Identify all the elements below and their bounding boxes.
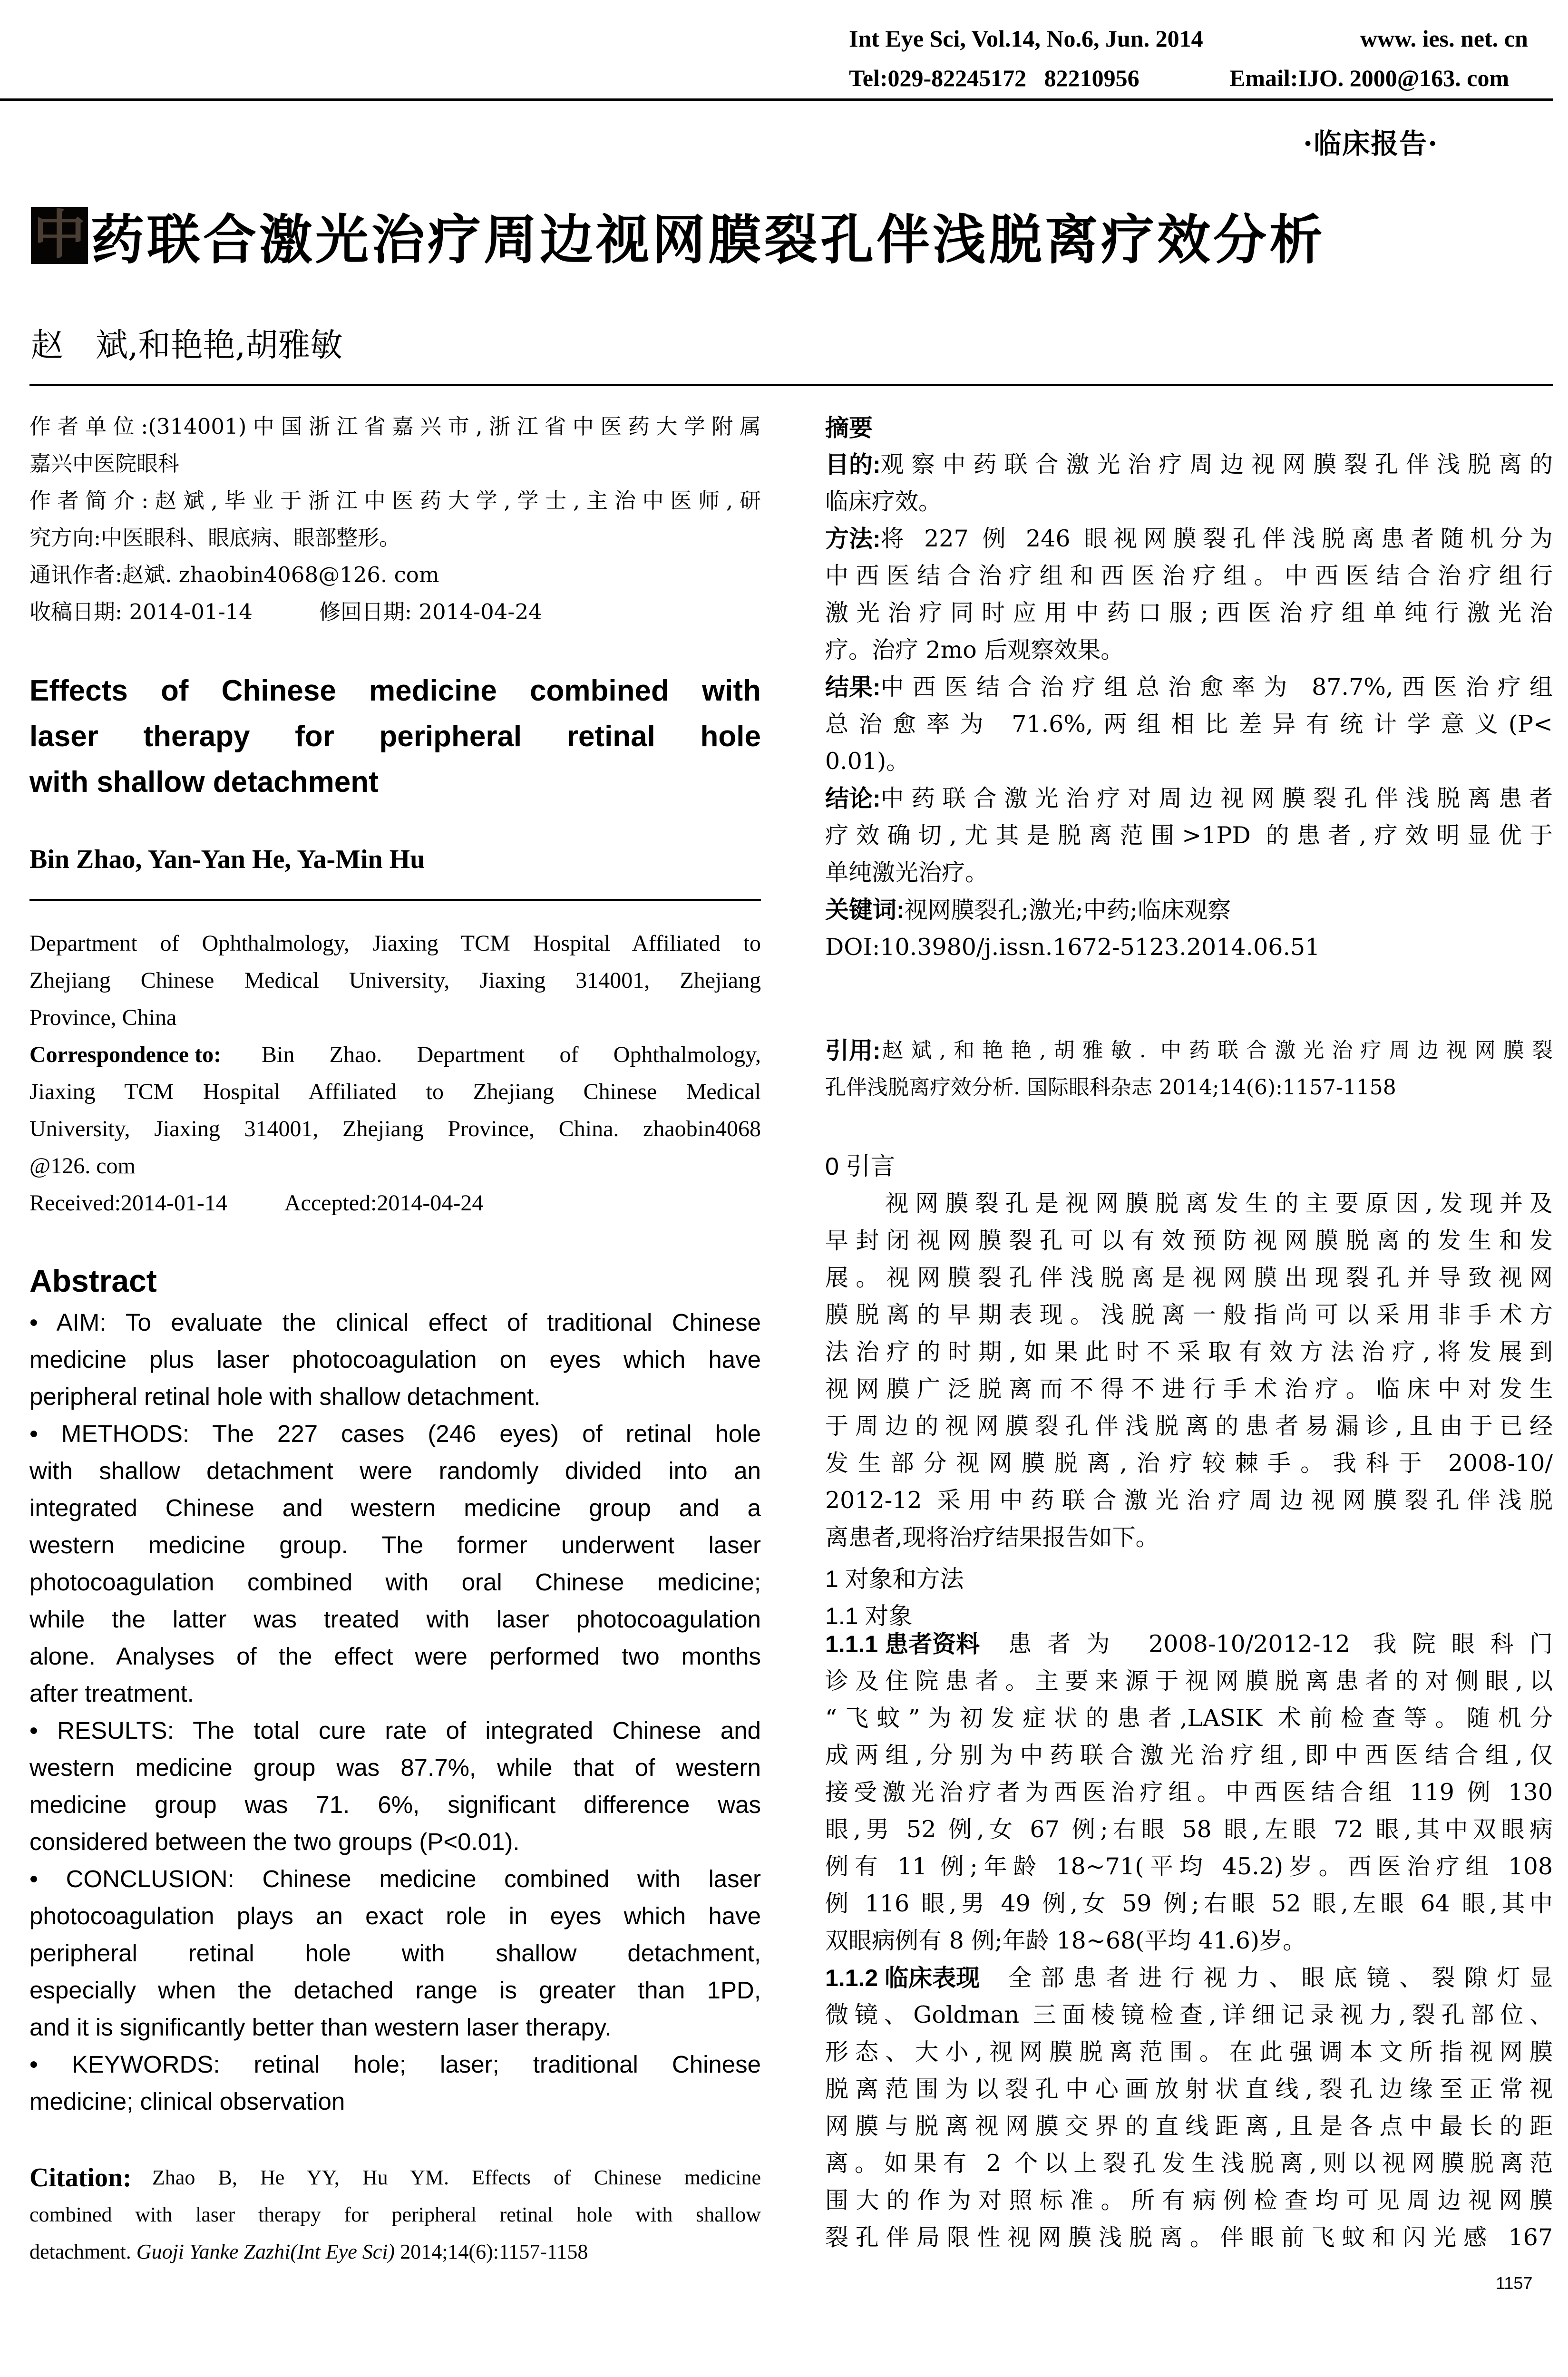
clinical-section: [825, 1959, 1553, 2256]
abstract-cn-text: 0.01)。: [825, 748, 910, 775]
journal-info: Int Eye Sci, Vol.14, No.6, Jun. 2014: [849, 25, 1203, 52]
correspondence-line: Jiaxing TCM Hospital Affiliated to Zhejiang Chinese Medical: [29, 1079, 761, 1104]
section-label: ·临床报告·: [1303, 127, 1439, 160]
abstract-cn-line: [825, 780, 1553, 817]
abstract-en-line: integrated Chinese and western medicine group and a: [29, 1494, 761, 1521]
author-info-line: 通讯作者:赵斌. zhaobin4068@126. com: [29, 562, 439, 587]
en-title: [29, 668, 761, 805]
abstract-cn: [825, 446, 1553, 966]
patients-line: 眼,男 52 例,女 67 例;右眼 58 眼,左眼 72 眼,其中双眼病: [825, 1816, 1553, 1843]
intro-body: [825, 1185, 1553, 1556]
abstract-en-line: after treatment.: [29, 1680, 194, 1707]
abstract-en-line: • METHODS: The 227 cases (246 eyes) of retinal hole: [29, 1420, 761, 1447]
citation-line: [29, 2233, 761, 2270]
abstract-cn-line: [825, 483, 1553, 520]
journal-email[interactable]: Email:IJO. 2000@163. com: [1229, 65, 1510, 91]
patients-line: 接受激光治疗者为西医治疗组。中西医结合组 119 例 130: [825, 1779, 1553, 1806]
intro-line: 展。视网膜裂孔伴浅脱离是视网膜出现裂孔并导致视网: [825, 1264, 1553, 1291]
abstract-cn-text: 中药联合激光治疗对周边视网膜裂孔伴浅脱离患者: [880, 785, 1553, 812]
abstract-en: [29, 1304, 761, 2120]
citation-text: detachment.: [29, 2240, 136, 2263]
abstract-cn-label: 关键词:: [825, 896, 905, 923]
intro-line: 于周边的视网膜裂孔伴浅脱离的患者易漏诊,且由于已经: [825, 1413, 1553, 1440]
abstract-cn-label: 目的:: [825, 451, 881, 478]
intro-heading: 0 引言: [825, 1153, 896, 1180]
author-info-line: 究方向:中医眼科、眼底病、眼部整形。: [29, 525, 401, 550]
intro-line: 法治疗的时期,如果此时不采取有效方法治疗,将发展到: [825, 1338, 1553, 1365]
clinical-label: 1.1.2 临床表现: [825, 1965, 980, 1991]
clinical-line: 微镜、Goldman 三面棱镜检查,详细记录视力,裂孔部位、: [825, 2001, 1553, 2028]
intro-line: 离患者,现将治疗结果报告如下。: [825, 1524, 1159, 1551]
citation-cn: [825, 1032, 1553, 1106]
citation-line: combined with laser therapy for peripheral retinal hole with shallow: [29, 2203, 761, 2226]
intro-line: 早封闭视网膜裂孔可以有效预防视网膜脱离的发生和发: [825, 1227, 1553, 1254]
abstract-cn-label: 方法:: [825, 526, 881, 552]
abstract-en-line: medicine; clinical observation: [29, 2088, 345, 2115]
patients-line: 例 116 眼,男 49 例,女 59 例;右眼 52 眼,左眼 64 眼,其中: [825, 1890, 1553, 1917]
clinical-line: 离。如果有 2 个以上裂孔发生浅脱离,则以视网膜脱离范: [825, 2150, 1553, 2177]
received-date-cn: 收稿日期: 2014-01-14: [29, 599, 253, 624]
patients-line: 双眼病例有 8 例;年龄 18~68(平均 41.6)岁。: [825, 1927, 1306, 1954]
abstract-cn-label: 结论:: [825, 785, 881, 812]
citation-label: Citation:: [29, 2163, 132, 2192]
abstract-cn-text: 激光治疗同时应用中药口服;西医治疗组单纯行激光治: [825, 599, 1553, 626]
abstract-cn-text: 将 227 例 246 眼视网膜裂孔伴浅脱离患者随机分为: [880, 525, 1553, 552]
citation-cn-line: [825, 1032, 1553, 1069]
accepted-date: Accepted:2014-04-24: [284, 1190, 484, 1216]
abstract-cn-text: 单纯激光治疗。: [825, 859, 989, 886]
citation-cn-label: 引用:: [825, 1037, 881, 1064]
abstract-en-line: medicine plus laser photocoagulation on eyes which have: [29, 1346, 761, 1373]
intro-line: 视网膜广泛脱离而不得不进行手术治疗。临床中对发生: [825, 1375, 1553, 1403]
journal-website[interactable]: www. ies. net. cn: [1360, 25, 1528, 52]
en-dates: [29, 1185, 761, 1222]
abstract-cn-text: 疗效确切,尤其是脱离范围>1PD 的患者,疗效明显优于: [825, 822, 1553, 849]
affiliation-line: Department of Ophthalmology, Jiaxing TCM Hospital Affiliated to: [29, 931, 761, 956]
header-rule: [0, 98, 1553, 101]
methods-heading: 1 对象和方法: [825, 1566, 964, 1592]
abstract-cn-line: [825, 706, 1553, 743]
affiliation: [29, 925, 761, 1222]
date-line: [29, 594, 761, 631]
clinical-line: 围大的作为对照标准。所有病例检查均可见周边视网膜: [825, 2187, 1553, 2214]
revised-date-cn: 修回日期: 2014-04-24: [319, 599, 542, 624]
clinical-line: 网膜与脱离视网膜交界的直线距离,且是各点中最长的距: [825, 2113, 1553, 2140]
en-authors-rule: [29, 899, 761, 901]
citation-text: 2014;14(6):1157-1158: [395, 2240, 588, 2263]
citation-en: [29, 2159, 761, 2270]
abstract-cn-line: [825, 854, 1553, 891]
author-info-line: 作者单位:(314001)中国浙江省嘉兴市,浙江省中医药大学附属: [29, 414, 761, 439]
affiliation-line: Zhejiang Chinese Medical University, Jiaxing 314001, Zhejiang: [29, 968, 761, 993]
patients-label: 1.1.1 患者资料: [825, 1631, 980, 1657]
author-info-line: 嘉兴中医院眼科: [29, 451, 180, 476]
title-rule: [29, 384, 1553, 386]
en-title-line: laser therapy for peripheral retinal hole: [29, 720, 761, 753]
intro-line: 视网膜裂孔是视网膜脱离发生的主要原因,发现并及: [825, 1190, 1553, 1217]
correspondence-line: University, Jiaxing 314001, Zhejiang Province, China. zhaobin4068: [29, 1116, 761, 1141]
abstract-cn-text: 中西医结合治疗组和西医治疗组。中西医结合治疗组行: [825, 562, 1553, 589]
citation-cn-text: 赵斌,和艳艳,胡雅敏. 中药联合激光治疗周边视网膜裂: [882, 1038, 1553, 1062]
citation-cn-line: 孔伴浅脱离疗效分析. 国际眼科杂志 2014;14(6):1157-1158: [825, 1075, 1396, 1100]
patients-line: 诊及住院患者。主要来源于视网膜脱离患者的对侧眼,以: [825, 1667, 1553, 1695]
patients-text: 患者为 2008-10/2012-12 我院眼科门: [1008, 1630, 1553, 1657]
abstract-cn-text: 观察中药联合激光治疗周边视网膜裂孔伴浅脱离的: [880, 451, 1553, 478]
abstract-cn-text: 视网膜裂孔;激光;中药;临床观察: [904, 896, 1231, 924]
intro-line: 膜脱离的早期表现。浅脱离一般指尚可以采用非手术方: [825, 1301, 1553, 1328]
abstract-cn-line: [825, 594, 1553, 632]
title-text: 药联合激光治疗周边视网膜裂孔伴浅脱离疗效分析: [91, 210, 1325, 270]
en-title-line: Effects of Chinese medicine combined with: [29, 674, 761, 707]
abstract-cn-line: [825, 929, 1553, 966]
clinical-line: 裂孔伴局限性视网膜浅脱离。伴眼前飞蚊和闪光感 167: [825, 2224, 1553, 2251]
abstract-cn-text: 临床疗效。: [825, 488, 942, 515]
received-date: Received:2014-01-14: [29, 1190, 227, 1216]
correspondence-label: Correspondence to:: [29, 1042, 222, 1067]
patients-line: [825, 1626, 1553, 1663]
abstract-en-line: alone. Analyses of the effect were performed two months: [29, 1643, 761, 1670]
abstract-en-line: • KEYWORDS: retinal hole; laser; traditional Chinese: [29, 2051, 761, 2078]
clinical-line: 形态、大小,视网膜脱离范围。在此强调本文所指视网膜: [825, 2038, 1553, 2065]
abstract-en-line: • AIM: To evaluate the clinical effect of traditional Chinese: [29, 1309, 761, 1336]
abstract-en-line: considered between the two groups (P<0.01).: [29, 1828, 520, 1855]
patients-section: [825, 1626, 1553, 1959]
correspondence-email[interactable]: @126. com: [29, 1153, 136, 1179]
abstract-cn-text: 总治愈率为 71.6%,两组相比差异有统计学意义(P<: [825, 711, 1553, 738]
abstract-cn-text: 中西医结合治疗组总治愈率为 87.7%,西医治疗组: [880, 673, 1553, 701]
abstract-cn-line: [825, 743, 1553, 780]
correspondence-text: Bin Zhao. Department of Ophthalmology,: [262, 1042, 761, 1067]
methods-subheading: 1.1 对象: [825, 1603, 913, 1629]
title-drop-cap: 中: [31, 207, 88, 264]
abstract-cn-text: 疗。治疗 2mo 后观察效果。: [825, 636, 1124, 663]
abstract-en-line: • CONCLUSION: Chinese medicine combined with laser: [29, 1865, 761, 1892]
abstract-cn-line: [825, 817, 1553, 854]
abstract-en-line: photocoagulation plays an exact role in eyes which have: [29, 1902, 761, 1929]
abstract-en-line: and it is significantly better than western laser therapy.: [29, 2014, 612, 2041]
abstract-en-line: western medicine group was 87.7%, while that of western: [29, 1754, 761, 1781]
abstract-en-line: medicine group was 71. 6%, significant difference was: [29, 1791, 761, 1818]
patients-line: “飞蚊”为初发症状的患者,LASIK 术前检查等。随机分: [825, 1705, 1553, 1732]
abstract-cn-line: [825, 891, 1553, 929]
abstract-cn-line: [825, 669, 1553, 706]
article-title: [31, 205, 1325, 270]
affiliation-line: Province, China: [29, 1005, 177, 1030]
citation-text: Zhao B, He YY, Hu YM. Effects of Chinese medicine: [152, 2166, 761, 2189]
clinical-line: [825, 1959, 1553, 1997]
abstract-en-line: especially when the detached range is greater than 1PD,: [29, 1977, 761, 2004]
left-column: [29, 408, 761, 631]
patients-line: 例有 11 例;年龄 18~71(平均 45.2)岁。西医治疗组 108: [825, 1853, 1553, 1880]
en-title-line: with shallow detachment: [29, 766, 379, 799]
abstract-cn-text: DOI:10.3980/j.issn.1672-5123.2014.06.51: [825, 934, 1320, 961]
page-number: 1157: [1496, 2273, 1533, 2293]
clinical-line: 脱离范围为以裂孔中心画放射状直线,裂孔边缘至正常视: [825, 2075, 1553, 2103]
abstract-en-line: peripheral retinal hole with shallow detachment,: [29, 1939, 761, 1967]
abstract-cn-line: [825, 557, 1553, 594]
authors-cn: 赵 斌,和艳艳,胡雅敏: [31, 327, 343, 364]
citation-journal: Guoji Yanke Zazhi(Int Eye Sci): [136, 2240, 395, 2263]
abstract-cn-line: [825, 632, 1553, 669]
abstract-en-line: peripheral retinal hole with shallow detachment.: [29, 1383, 541, 1410]
abstract-cn-heading: 摘要: [825, 415, 873, 441]
author-info: [29, 408, 761, 631]
citation-line: [29, 2159, 761, 2196]
en-authors: Bin Zhao, Yan-Yan He, Ya-Min Hu: [29, 845, 425, 874]
abstract-en-line: • RESULTS: The total cure rate of integrated Chinese and: [29, 1717, 761, 1744]
abstract-en-line: photocoagulation combined with oral Chinese medicine;: [29, 1568, 761, 1596]
patients-line: 成两组,分别为中药联合激光治疗组,即中西医结合组,仅: [825, 1742, 1553, 1769]
abstract-cn-line: [825, 446, 1553, 483]
abstract-heading: Abstract: [29, 1263, 157, 1298]
abstract-cn-label: 结果:: [825, 674, 881, 701]
journal-tel: Tel:029-82245172 82210956: [849, 65, 1139, 91]
intro-line: 2012-12 采用中药联合激光治疗周边视网膜裂孔伴浅脱: [825, 1487, 1553, 1514]
abstract-en-line: with shallow detachment were randomly divided into an: [29, 1457, 761, 1484]
abstract-cn-line: [825, 520, 1553, 557]
clinical-text: 全部患者进行视力、眼底镜、裂隙灯显: [1008, 1964, 1553, 1991]
author-info-line: 作者简介:赵斌,毕业于浙江中医药大学,学士,主治中医师,研: [29, 488, 761, 513]
abstract-en-line: western medicine group. The former underwent laser: [29, 1531, 761, 1559]
intro-line: 发生部分视网膜脱离,治疗较棘手。我科于 2008-10/: [825, 1450, 1553, 1477]
abstract-en-line: while the latter was treated with laser photocoagulation: [29, 1606, 761, 1633]
correspondence-line: [29, 1036, 761, 1073]
